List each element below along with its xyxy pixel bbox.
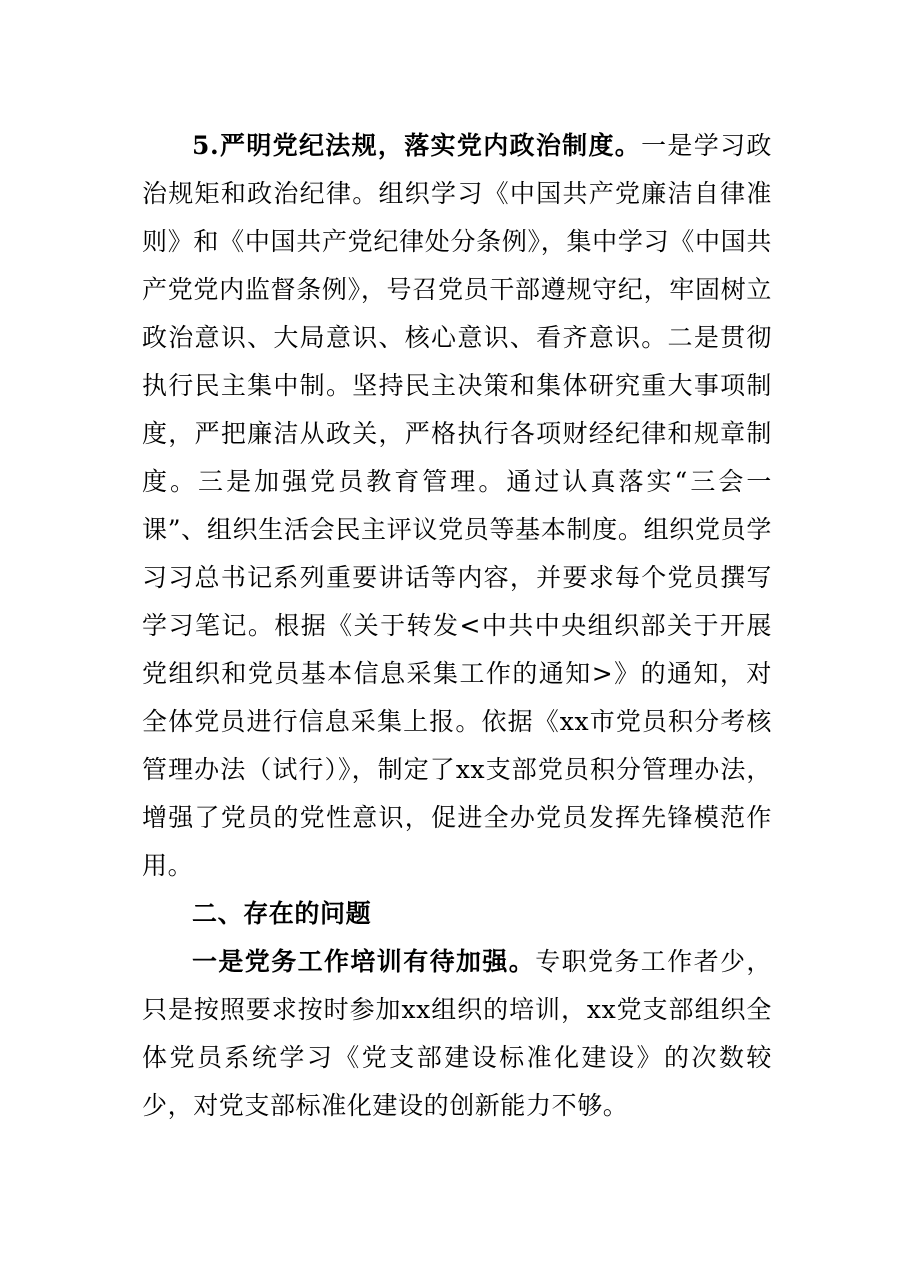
section-5-body: 一是学习政治规矩和政治纪律。组织学习《中国共产党廉洁自律准则》和《中国共产党纪律处分条例》，集中学习《中国共产党党内监督条例》，号召党员干部遵规守纪，牢固树立政治意识、大局意识、核心意识、看齐意识。二是贯彻执行民主集中制。坚持民主决策和集体研究重大事项制度，严把廉洁从政关，严格执行各项财经纪律和规章制度。三是加强党员教育管理。通过认真落实“三会一课”、组织生活会民主评议党员等基本制度。组织党员学习习总书记系列重要讲话等内容，并要求每个党员撰写学习笔记。根据《关于转发<中共中央组织部关于开展党组织和党员基本信息采集工作的通知>》的通知，对全体党员进行信息采集上报。依据《xx市党员积分考核管理办法（试行）》，制定了xx支部党员积分管理办法，增强了党员的党性意识，促进全办党员发挥先锋模范作用。 bbox=[142, 131, 772, 880]
section-5-lead: 5.严明党纪法规，落实党内政治制度。 bbox=[192, 131, 642, 160]
document-page bbox=[142, 122, 772, 1130]
problem-1-body: 专职党务工作者少，只是按照要求按时参加xx组织的培训，xx党支部组织全体党员系统学习《党支部建设标准化建设》的次数较少，对党支部标准化建设的创新能力不够。 bbox=[142, 947, 772, 1120]
problem-1-paragraph bbox=[142, 938, 772, 1130]
section-5-paragraph bbox=[142, 122, 772, 890]
section-2-heading: 二、存在的问题 bbox=[192, 899, 372, 928]
problem-1-lead: 一是党务工作培训有待加强。 bbox=[192, 947, 536, 976]
